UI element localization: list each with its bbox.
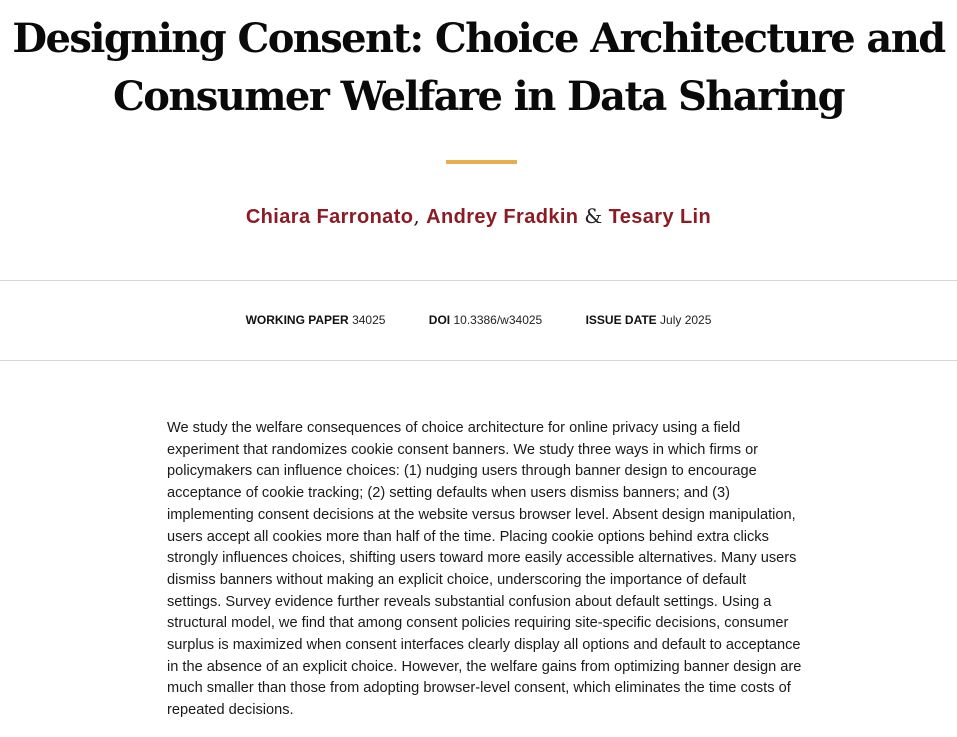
working-paper-label: WORKING PAPER <box>245 313 349 327</box>
doi-value: 10.3386/w34025 <box>453 313 543 327</box>
author-link-lin[interactable]: Tesary Lin <box>608 206 712 228</box>
doi-label: DOI <box>428 313 451 327</box>
title-line-2: Consumer Welfare in Data Sharing <box>113 73 844 120</box>
divider-bottom <box>0 360 957 361</box>
issue-date-value: July 2025 <box>660 313 712 327</box>
abstract-text: We study the welfare consequences of choice architecture for online privacy using a field experiment that randomizes cookie consent banners. We study three ways in which firms or policymakers can influence choices: (1) nudging users through banner design to encourage acceptance of cookie tracking; (2) setting defaults when users dismiss banners; and (3) implementing consent decisions at the website versus browser level. Absent design manipulation, users accept all cookies more than half of the time. Placing cookie options behind extra clicks strongly influences choices, shifting users toward more easily accessible alternatives. Many users dismiss banners without making an explicit choice, underscoring the importance of default settings. Survey evidence further reveals substantial confusion about default settings. Using a structural model, we find that among consent policies requiring site-specific decisions, consumer surplus is maximized when consent interfaces clearly display all options and default to acceptance in the absence of an explicit choice. However, the welfare gains from optimizing banner design are much smaller than those from adopting browser-level consent, which eliminates the time costs of repeated decisions. <box>167 420 802 719</box>
issue-date <box>586 312 712 328</box>
author-link-fradkin[interactable]: Andrey Fradkin <box>426 206 579 228</box>
paper-metadata <box>0 312 957 328</box>
issue-date-label: ISSUE DATE <box>585 313 657 327</box>
working-paper-value: 34025 <box>352 313 386 327</box>
doi <box>429 312 542 328</box>
author-list <box>0 202 957 231</box>
page-title <box>0 10 957 126</box>
title-line-1: Designing Consent: Choice Architecture and <box>12 15 945 62</box>
working-paper-number <box>246 312 386 328</box>
author-separator-ampersand: & <box>584 204 603 228</box>
author-link-farronato[interactable]: Chiara Farronato <box>245 206 414 228</box>
divider-top <box>0 280 957 281</box>
author-separator-comma: , <box>413 204 421 228</box>
accent-rule <box>446 160 517 164</box>
